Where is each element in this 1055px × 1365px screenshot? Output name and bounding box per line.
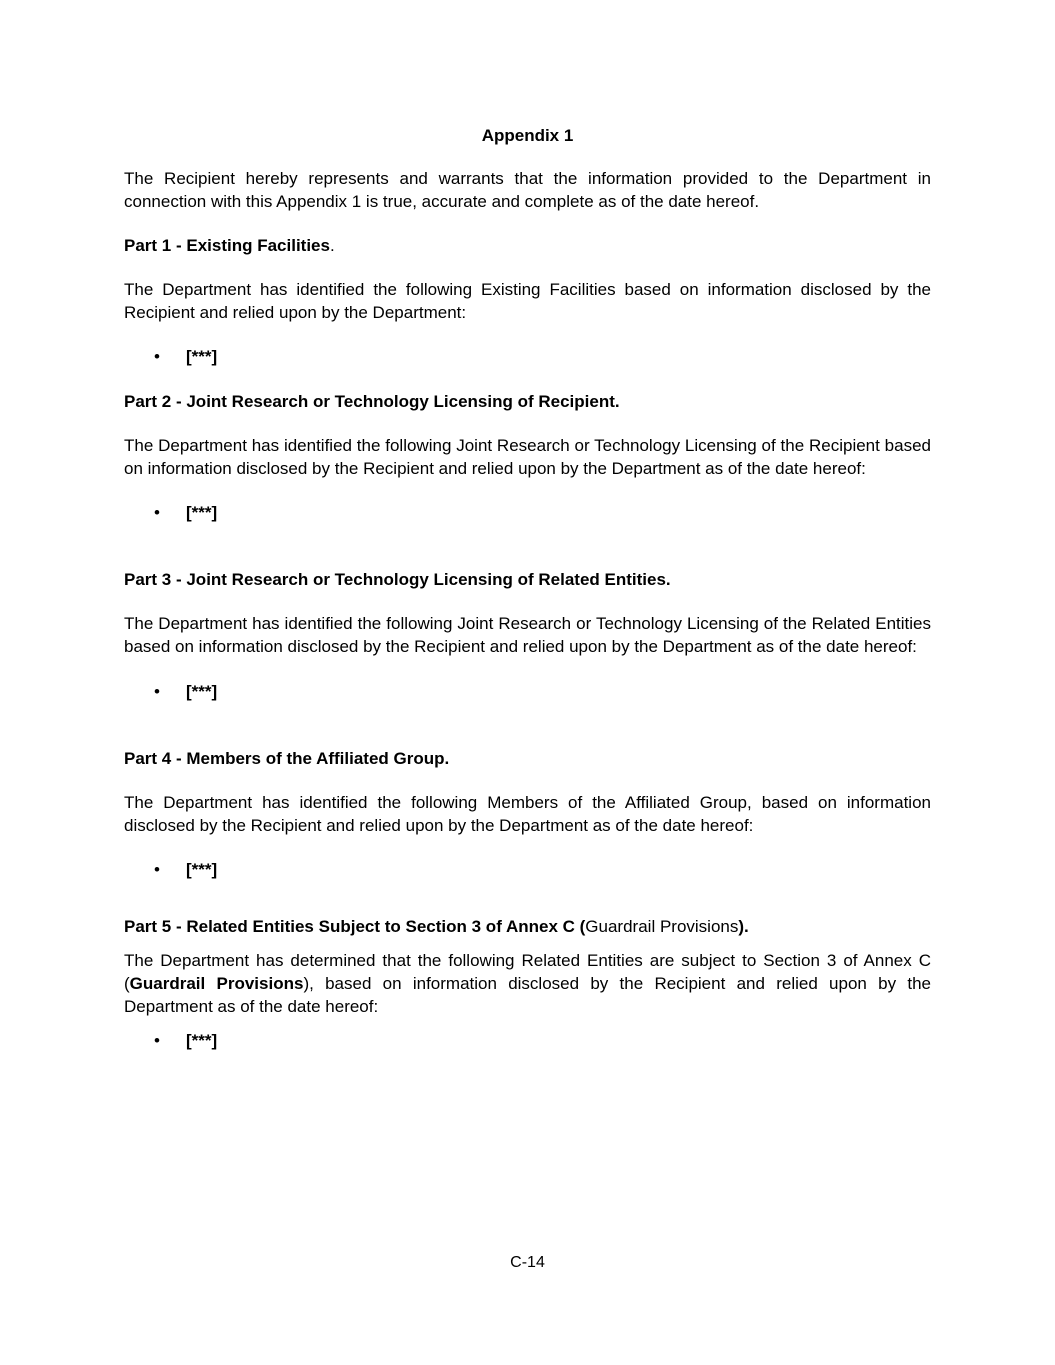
- part-5-body-after: ), based on information disclosed by the Recipient and relied upon by the Department as of the date hereof:: [124, 974, 931, 1016]
- part-3-bullet: [154, 680, 217, 703]
- part-1-bullet-text: [***]: [186, 347, 218, 366]
- bullet-icon: •: [154, 347, 160, 366]
- part-1-heading-text: Part 1 - Existing Facilities: [124, 236, 330, 255]
- part-1-heading: [124, 234, 931, 257]
- part-3-bullet-text: [***]: [186, 682, 218, 701]
- part-1-bullet: [154, 345, 217, 368]
- part-4-bullet: [154, 858, 217, 881]
- intro-paragraph: The Recipient hereby represents and warrants that the information provided to the Department in connection with this Appendix 1 is true, accurate and complete as of the date hereof.: [124, 169, 931, 211]
- bullet-icon: •: [154, 503, 160, 522]
- part-4-bullet-text: [***]: [186, 860, 218, 879]
- part-5-body: [124, 949, 931, 1018]
- part-3-body: The Department has identified the following Joint Research or Technology Licensing of the Related Entities based on information disclosed by the Recipient and relied upon by the Department as of the date hereof:: [124, 614, 931, 656]
- part-5-heading-suffix: ).: [738, 917, 749, 936]
- part-1-body: The Department has identified the following Existing Facilities based on information disclosed by the Recipient and relied upon by the Department:: [124, 280, 931, 322]
- bullet-icon: •: [154, 1031, 160, 1050]
- part-2-heading: Part 2 - Joint Research or Technology Licensing of Recipient.: [124, 392, 620, 411]
- part-2-body: The Department has identified the following Joint Research or Technology Licensing of the Recipient based on information disclosed by the Recipient and relied upon by the Department as of the date hereof:: [124, 436, 931, 478]
- bullet-icon: •: [154, 860, 160, 879]
- part-5-bullet: [154, 1029, 217, 1052]
- page-title: Appendix 1: [481, 126, 574, 145]
- part-5-heading: [124, 915, 931, 938]
- part-2-bullet: [154, 501, 217, 524]
- part-5-body-bold: Guardrail Provisions: [129, 974, 304, 993]
- part-5-body-before: The Department has determined that the following Related Entities are subject to Section 3 of Annex C (: [124, 951, 931, 993]
- part-4-body: The Department has identified the following Members of the Affiliated Group, based on information disclosed by the Recipient and relied upon by the Department as of the date hereof:: [124, 793, 931, 835]
- part-4-heading: Part 4 - Members of the Affiliated Group.: [124, 749, 450, 768]
- part-1-heading-suffix: .: [329, 236, 335, 255]
- part-2-bullet-text: [***]: [186, 503, 218, 522]
- part-3-heading: Part 3 - Joint Research or Technology Licensing of Related Entities.: [124, 570, 671, 589]
- part-5-bullet-text: [***]: [186, 1031, 218, 1050]
- page-number: C-14: [510, 1254, 545, 1271]
- bullet-icon: •: [154, 682, 160, 701]
- part-5-heading-normal: Guardrail Provisions: [585, 917, 739, 936]
- part-5-heading-prefix: Part 5 - Related Entities Subject to Section 3 of Annex C (: [124, 917, 586, 936]
